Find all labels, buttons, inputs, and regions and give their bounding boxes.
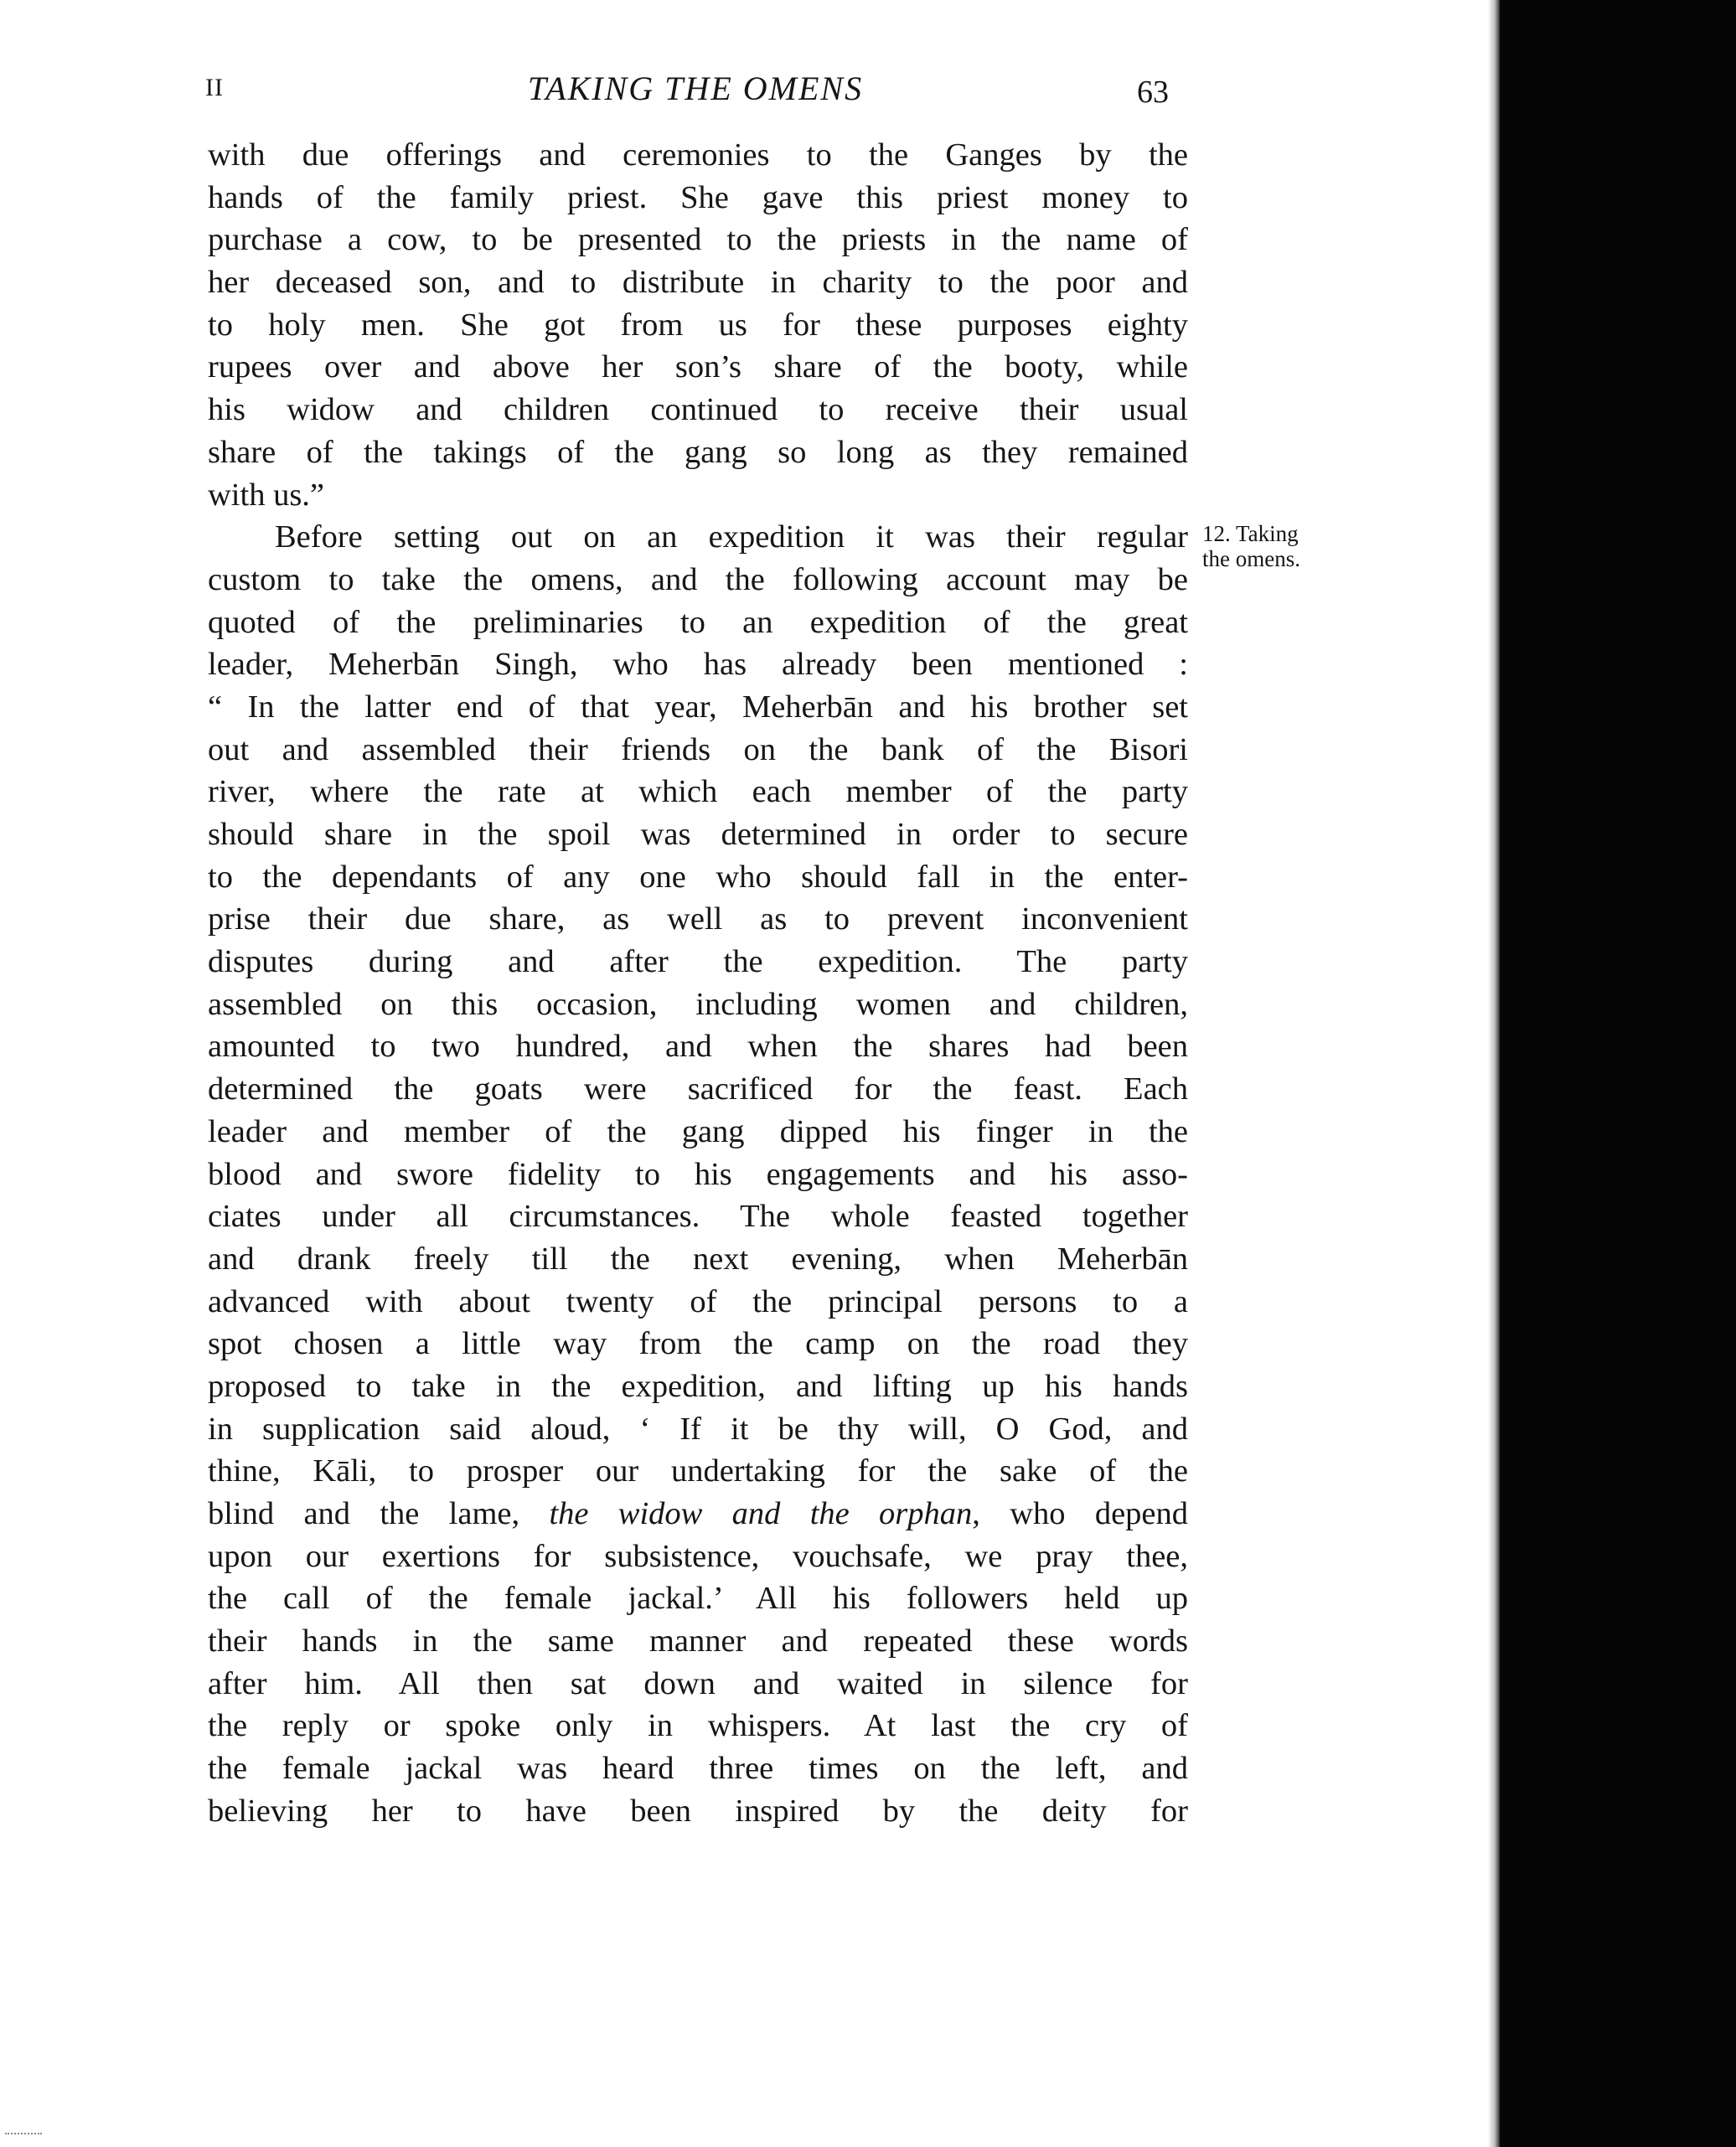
text-line: should share in the spoil was determined in order to secure	[208, 817, 1188, 852]
binding-fringe	[1488, 0, 1501, 2147]
text-line: in supplication said aloud, ‘ If it be thy will, O God, and	[208, 1411, 1188, 1447]
text-line: his widow and children continued to receive their usual	[208, 392, 1188, 428]
italic-phrase: the widow and the orphan	[549, 1496, 973, 1531]
sidenote-first-line	[1202, 521, 1361, 546]
text-line: “ In the latter end of that year, Meherbān and his brother set	[208, 689, 1188, 725]
text-line: quoted of the preliminaries to an expedition of the great	[208, 604, 1188, 640]
text-line: after him. All then sat down and waited in silence for	[208, 1665, 1188, 1701]
text-line: proposed to take in the expedition, and lifting up his hands	[208, 1368, 1188, 1404]
text-segment: blind and the lame,	[208, 1496, 520, 1531]
text-line: the call of the female jackal.’ All his followers held up	[208, 1581, 1188, 1617]
text-line: blood and swore fidelity to his engagements and his asso-	[208, 1156, 1188, 1192]
sidenote-line-2: the omens.	[1202, 546, 1300, 571]
text-line: custom to take the omens, and the following account may be	[208, 561, 1188, 597]
text-line: with us.”	[208, 477, 325, 513]
text-line-mixed	[208, 1493, 1188, 1535]
text-line: hands of the family priest. She gave this priest money to	[208, 179, 1188, 215]
text-line: the female jackal was heard three times on the left, and	[208, 1751, 1188, 1787]
text-line: share of the takings of the gang so long as they remained	[208, 434, 1188, 470]
text-line: leader and member of the gang dipped his finger in the	[208, 1113, 1188, 1149]
text-line: rupees over and above her son’s share of the booty, while	[208, 349, 1188, 385]
text-line: river, where the rate at which each member of the party	[208, 774, 1188, 810]
text-line: amounted to two hundred, and when the shares had been	[208, 1029, 1188, 1065]
text-line: and drank freely till the next evening, when Meherbān	[208, 1241, 1188, 1277]
text-line: disputes during and after the expedition. The party	[208, 944, 1188, 980]
running-head	[201, 69, 1190, 119]
text-segment: , who depend	[972, 1496, 1189, 1531]
text-line: her deceased son, and to distribute in charity to the poor and	[208, 265, 1188, 301]
text-line: prise their due share, as well as to prevent inconvenient	[208, 901, 1188, 937]
running-title: TAKING THE OMENS	[527, 70, 864, 107]
page-number: 63	[1137, 75, 1169, 110]
body-text	[208, 134, 1188, 1833]
text-line: out and assembled their friends on the bank of the Bisori	[208, 731, 1188, 767]
margin-sidenote	[1202, 521, 1361, 571]
text-line: ciates under all circumstances. The whole feasted together	[208, 1199, 1188, 1235]
chapter-number: II	[205, 74, 224, 101]
text-line: assembled on this occasion, including women and children,	[208, 986, 1188, 1022]
text-line: upon our exertions for subsistence, vouchsafe, we pray thee,	[208, 1538, 1188, 1574]
text-line: leader, Meherbān Singh, who has already been mentioned :	[208, 647, 1188, 683]
sidenote-number: 12.	[1202, 521, 1231, 546]
text-line: purchase a cow, to be presented to the priests in the name of	[208, 222, 1188, 258]
text-line: spot chosen a little way from the camp on the road they	[208, 1326, 1188, 1362]
text-line: to the dependants of any one who should fall in the enter-	[208, 859, 1188, 895]
binding-shadow	[1500, 0, 1736, 2147]
text-line: thine, Kāli, to prosper our undertaking for the sake of the	[208, 1453, 1188, 1489]
text-line: advanced with about twenty of the principal persons to a	[208, 1283, 1188, 1319]
text-line: with due offerings and ceremonies to the Ganges by the	[208, 137, 1188, 173]
text-line: their hands in the same manner and repeated these words	[208, 1623, 1188, 1659]
text-line: Before setting out on an expedition it was their regular	[275, 519, 1188, 555]
text-line: determined the goats were sacrificed for the feast. Each	[208, 1071, 1188, 1107]
text-line: believing her to have been inspired by the deity for	[208, 1793, 1188, 1829]
sidenote-line-1: Taking	[1236, 521, 1299, 546]
text-line: to holy men. She got from us for these purposes eighty	[208, 307, 1188, 343]
scan-speck	[5, 2133, 42, 2137]
text-line: the reply or spoke only in whispers. At last the cry of	[208, 1708, 1188, 1744]
